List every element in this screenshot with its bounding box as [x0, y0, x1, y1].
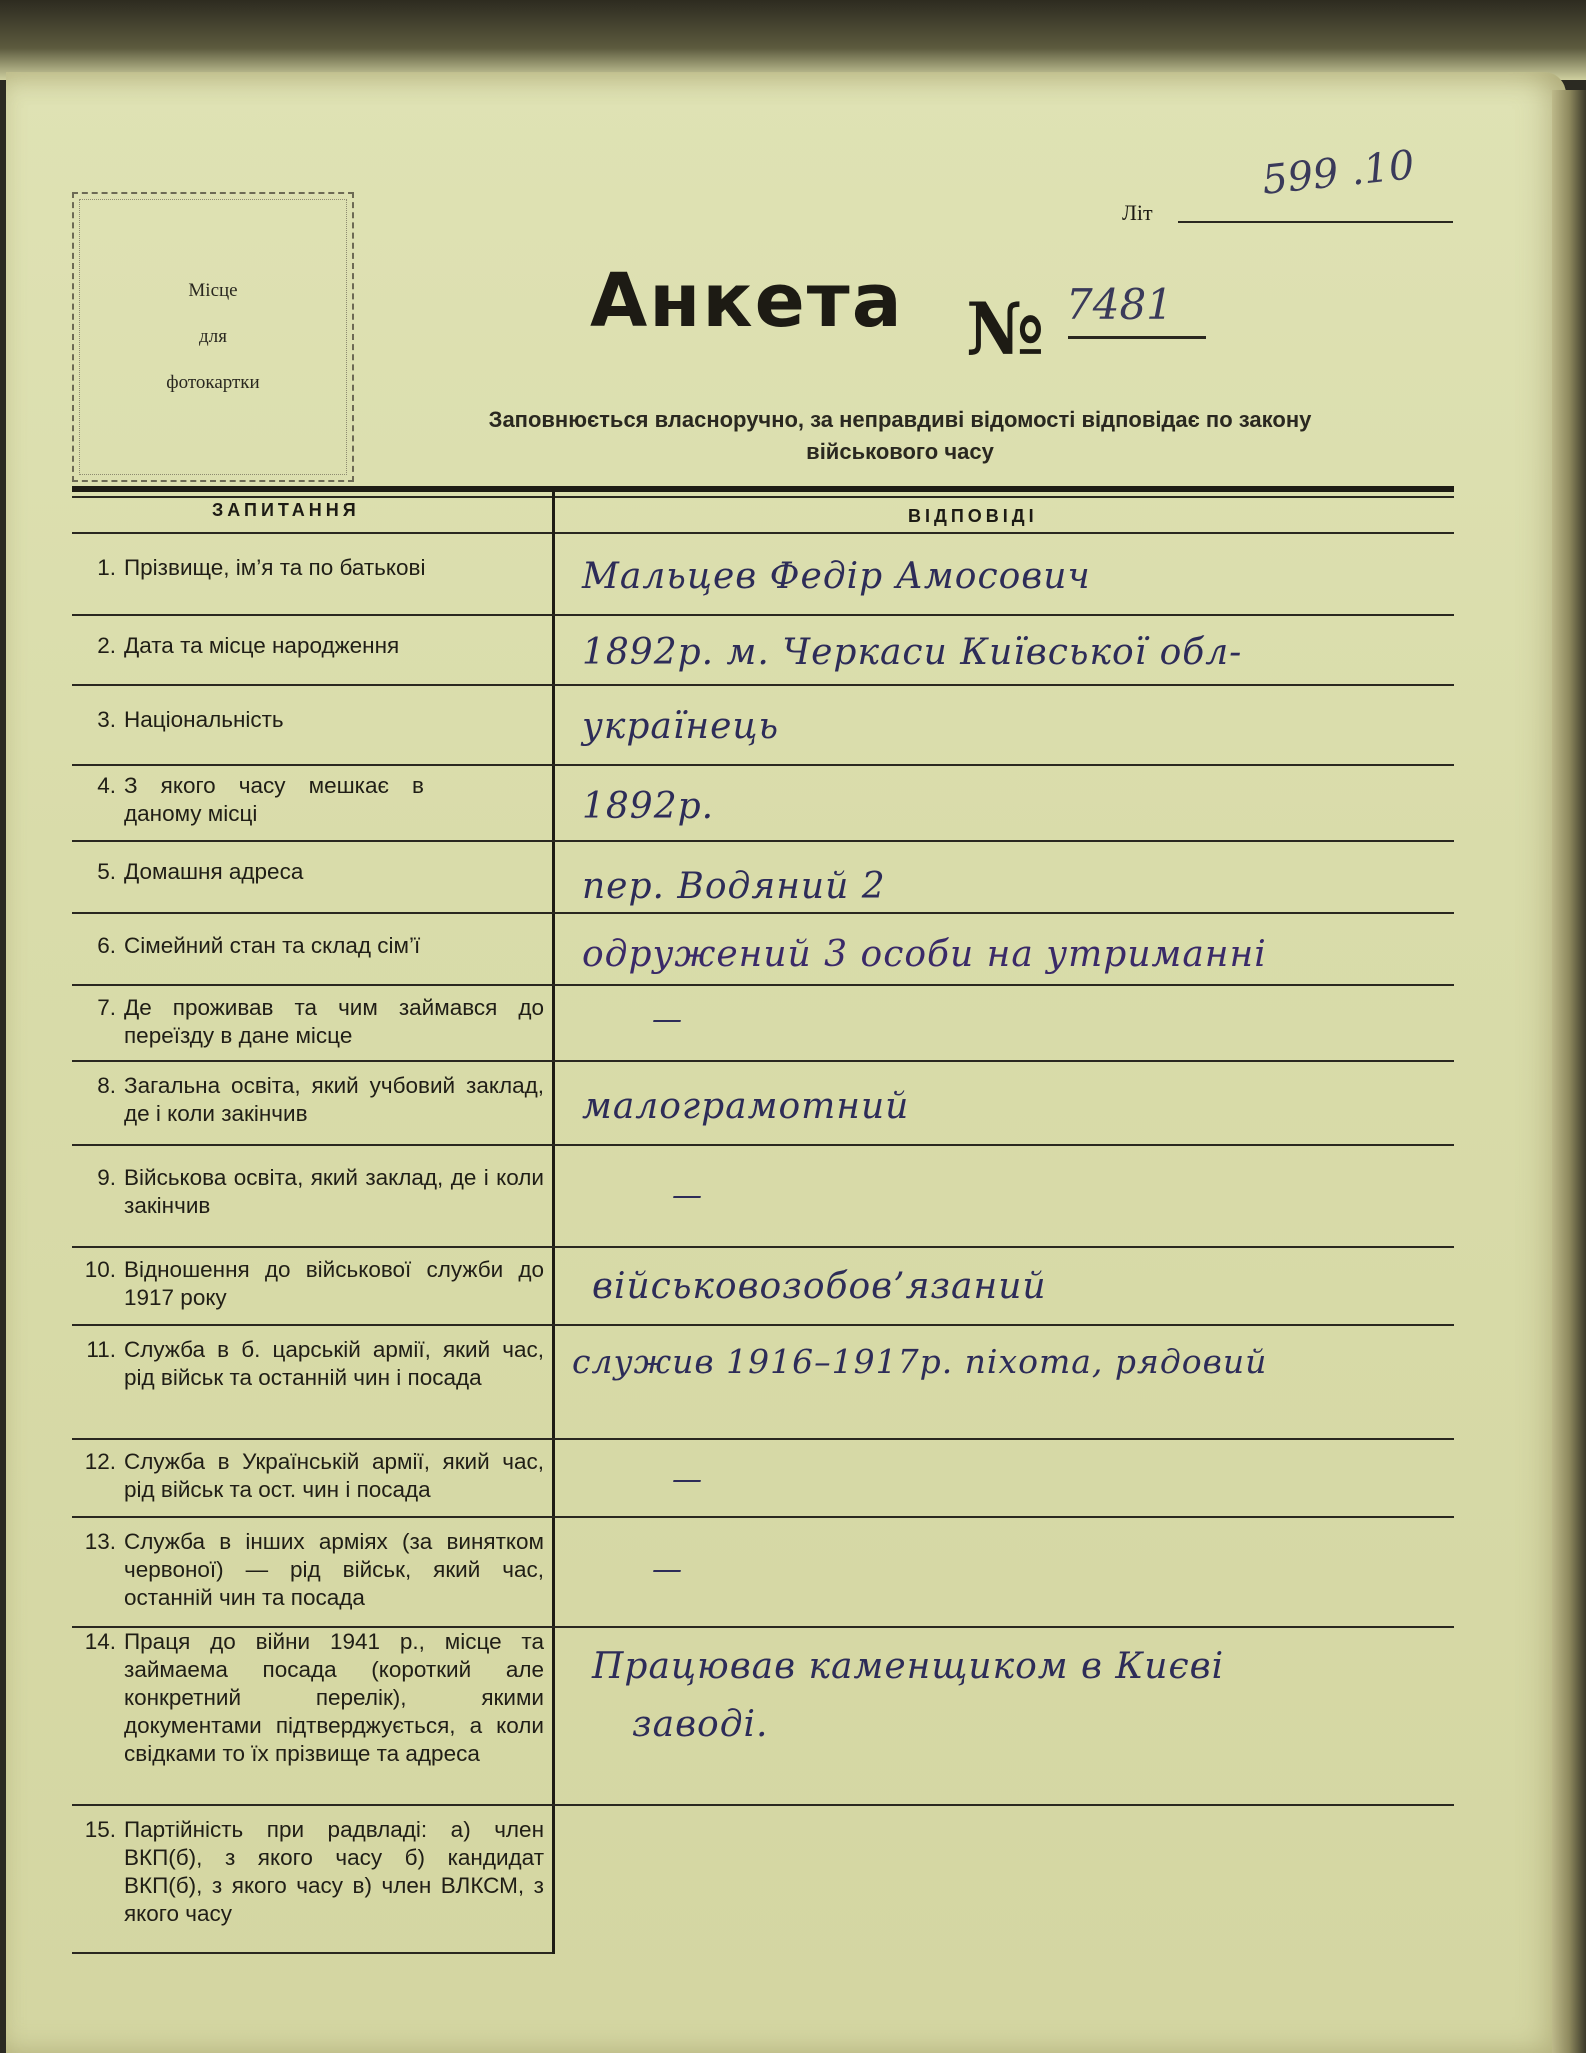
lit-value: 599 .10 [1260, 142, 1417, 204]
question-text: Сімейний стан та склад сім’ї [124, 933, 421, 958]
question-text: Відношення до військової служби до 1917 року [124, 1257, 544, 1310]
row-rule [72, 1438, 1454, 1440]
question-num: 11. [86, 1337, 116, 1362]
question-text: Загальна освіта, який учбовий заклад, де і коли закінчив [124, 1073, 544, 1126]
question-num: 14. [84, 1629, 116, 1654]
question-text: Де проживав та чим займався до переїзду в дане місце [124, 995, 544, 1048]
question-11 [72, 1336, 554, 1392]
answer-1: Мальцев Федір Амосович [582, 556, 1091, 597]
question-num: 9. [97, 1165, 116, 1190]
lit-label: Літ [1122, 200, 1153, 225]
photo-label-2: для [199, 326, 227, 347]
answer-3: українець [582, 706, 780, 747]
number-line [1068, 336, 1206, 339]
header-answers: ВІДПОВІДІ [908, 506, 1038, 526]
subtitle-line-1: Заповнюється власноручно, за неправдиві відомості відповідає по закону [488, 407, 1312, 432]
question-num: 15. [84, 1817, 116, 1842]
folder-spine [1552, 90, 1586, 2053]
question-text: Служба в інших арміях (за винятком червоної) — рід військ, який час, останній чин та посада [124, 1529, 544, 1610]
question-3 [72, 706, 554, 734]
question-text: З якого часу мешкає в даному місці [124, 773, 424, 826]
number-sign: № [966, 286, 1045, 371]
table-top-rule [72, 486, 1454, 492]
form-number: 7481 [1066, 280, 1173, 329]
answer-9: — [672, 1178, 703, 1213]
row-rule [72, 912, 1454, 914]
question-text: Національність [124, 707, 284, 732]
question-7 [72, 994, 554, 1050]
photo-placeholder [72, 192, 354, 482]
question-10 [72, 1256, 554, 1312]
answer-13: — [652, 1552, 683, 1587]
answer-2: 1892р. м. Черкаси Київської обл- [582, 632, 1243, 673]
row-rule [72, 684, 1454, 686]
question-num: 8. [97, 1073, 116, 1098]
question-num: 5. [97, 859, 116, 884]
row-rule [72, 1246, 1454, 1248]
question-num: 12. [84, 1449, 116, 1474]
question-text: Праця до війни 1941 р., місце та займаема посада (короткий але конкретний перелік), якими документами підтверджується, а коли свідками то їх прізвище та адреса [124, 1629, 544, 1766]
question-text: Прізвище, ім’я та по батькові [124, 555, 426, 580]
question-2 [72, 632, 554, 660]
question-4 [72, 772, 554, 828]
row-rule [72, 1144, 1454, 1146]
page-top-edge [0, 0, 1586, 80]
row-rule [72, 984, 1454, 986]
row-rule [72, 1804, 1454, 1806]
answer-5: пер. Водяний 2 [582, 866, 886, 907]
question-num: 1. [97, 555, 116, 580]
question-6 [72, 932, 554, 960]
question-num: 4. [97, 773, 116, 798]
questionnaire-table [72, 486, 1454, 1954]
question-text: Військова освіта, який заклад, де і коли закінчив [124, 1165, 544, 1218]
answer-10: військовозобов’язаний [592, 1266, 1047, 1307]
subtitle [370, 404, 1430, 468]
photo-label-1: Місце [188, 280, 238, 301]
lit-line [1178, 221, 1453, 223]
header-rule [72, 532, 1454, 534]
row-rule [72, 1324, 1454, 1326]
question-num: 3. [97, 707, 116, 732]
question-text: Партійність при радвладі: а) член ВКП(б), з якого часу б) кандидат ВКП(б), з якого часу в) член ВЛКСМ, з якого часу [124, 1817, 544, 1926]
question-num: 7. [97, 995, 116, 1020]
subtitle-line-2: військового часу [806, 439, 994, 464]
header-questions: ЗАПИТАННЯ [212, 500, 360, 520]
question-9 [72, 1164, 554, 1220]
question-num: 10. [84, 1257, 116, 1282]
row-rule [72, 1516, 1454, 1518]
row-rule [72, 1060, 1454, 1062]
row-rule [72, 614, 1454, 616]
question-text: Служба в Українській армії, який час, рід військ та ост. чин і посада [124, 1449, 544, 1502]
answer-14-cont: заводі. [632, 1704, 769, 1745]
answer-11: служив 1916–1917р. піхота, рядовий [572, 1342, 1268, 1381]
row-rule [72, 840, 1454, 842]
answer-8: малограмотний [582, 1086, 910, 1127]
answer-6: одружений 3 особи на утриманні [582, 934, 1267, 975]
question-8 [72, 1072, 554, 1128]
question-num: 6. [97, 933, 116, 958]
question-5 [72, 858, 554, 886]
question-13 [72, 1528, 554, 1612]
answer-4: 1892р. [582, 786, 715, 827]
table-top-rule-2 [72, 496, 1454, 498]
question-14 [72, 1628, 554, 1768]
photo-label-3: фотокартки [166, 372, 260, 393]
table-bottom-rule [72, 1952, 552, 1954]
question-text: Домашня адреса [124, 859, 304, 884]
question-text: Дата та місце народження [124, 633, 400, 658]
question-num: 13. [84, 1529, 116, 1554]
question-text: Служба в б. царській армії, який час, рід військ та останній чин і посада [124, 1337, 544, 1390]
question-15 [72, 1816, 554, 1928]
question-12 [72, 1448, 554, 1504]
answer-12: — [672, 1462, 703, 1497]
question-num: 2. [97, 633, 116, 658]
answer-7: — [652, 1002, 683, 1037]
row-rule [72, 764, 1454, 766]
answer-14: Працював каменщиком в Києві [592, 1646, 1225, 1687]
question-1 [72, 554, 554, 582]
form-title: Анкета [590, 258, 904, 344]
